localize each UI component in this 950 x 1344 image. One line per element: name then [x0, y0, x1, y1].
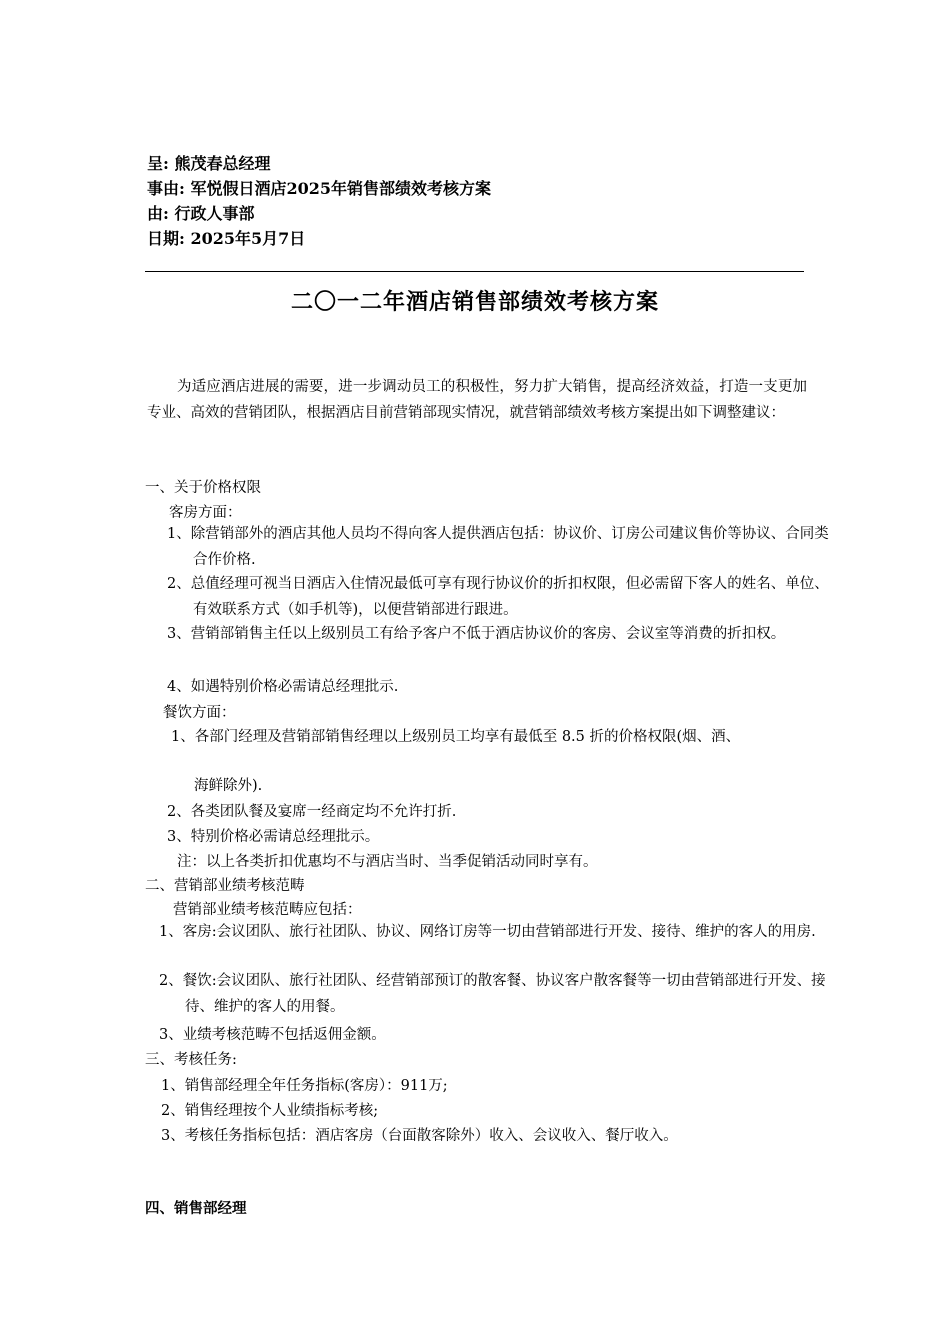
dining-item-1-cont: 海鲜除外). [194, 778, 263, 794]
section-3-heading: 三、考核任务: [145, 1052, 237, 1068]
section-1-heading: 一、关于价格权限 [145, 480, 261, 496]
rooms-item-4: 4、如遇特别价格必需请总经理批示. [167, 679, 399, 695]
discount-note: 注：以上各类折扣优惠均不与酒店当时、当季促销活动同时享有。 [177, 854, 598, 870]
dining-item-2: 2、各类团队餐及宴席一经商定均不允许打折. [167, 804, 457, 820]
memo-to: 呈: 熊茂春总经理 [147, 154, 271, 173]
document-title: 二〇一二年酒店销售部绩效考核方案 [290, 289, 659, 315]
memo-subject: 事由: 军悦假日酒店2025年销售部绩效考核方案 [147, 179, 492, 198]
task-item-2: 2、销售经理按个人业绩指标考核; [161, 1103, 379, 1119]
performance-item-1: 1、客房:会议团队、旅行社团队、协议、网络订房等一切由营销部进行开发、接待、维护的客人的用房. [159, 924, 816, 940]
rooms-label: 客房方面： [169, 505, 242, 521]
rooms-item-2: 2、总值经理可视当日酒店入住情况最低可享有现行协议价的折扣权限，但必需留下客人的姓名、单位、有效联系方式（如手机等)，以便营销部进行跟进。 [167, 576, 829, 618]
memo-date: 日期: 2025年5月7日 [147, 229, 306, 248]
task-item-3: 3、考核任务指标包括：酒店客房（台面散客除外）收入、会议收入、餐厅收入。 [161, 1128, 678, 1144]
section-4-heading: 四、销售部经理 [145, 1200, 247, 1217]
dining-item-3: 3、特别价格必需请总经理批示。 [167, 829, 380, 845]
dining-label: 餐饮方面： [163, 705, 236, 721]
memo-from: 由: 行政人事部 [147, 204, 255, 223]
performance-item-2: 2、餐饮:会议团队、旅行社团队、经营销部预订的散客餐、协议客户散客餐等一切由营销部进行开发、接待、维护的客人的用餐。 [159, 973, 826, 1015]
header-divider [145, 271, 804, 272]
intro-paragraph: 为适应酒店进展的需要，进一步调动员工的积极性，努力扩大销售，提高经济效益，打造一支更加专业、高效的营销团队，根据酒店目前营销部现实情况，就营销部绩效考核方案提出如下调整建议： [147, 379, 807, 421]
task-item-1: 1、销售部经理全年任务指标(客房）：911万; [161, 1078, 448, 1094]
section-2-heading: 二、营销部业绩考核范畴 [145, 878, 305, 894]
performance-item-3: 3、业绩考核范畴不包括返佣金额。 [159, 1027, 386, 1043]
section-2-lead: 营销部业绩考核范畴应包括： [173, 902, 362, 918]
dining-item-1: 1、各部门经理及营销部销售经理以上级别员工均享有最低至 8.5 折的价格权限(烟、酒、 [171, 729, 741, 745]
rooms-item-3: 3、营销部销售主任以上级别员工有给予客户不低于酒店协议价的客房、会议室等消费的折扣权。 [167, 626, 786, 642]
rooms-item-1: 1、除营销部外的酒店其他人员均不得向客人提供酒店包括：协议价、订房公司建议售价等协议、合同类合作价格. [167, 526, 829, 568]
